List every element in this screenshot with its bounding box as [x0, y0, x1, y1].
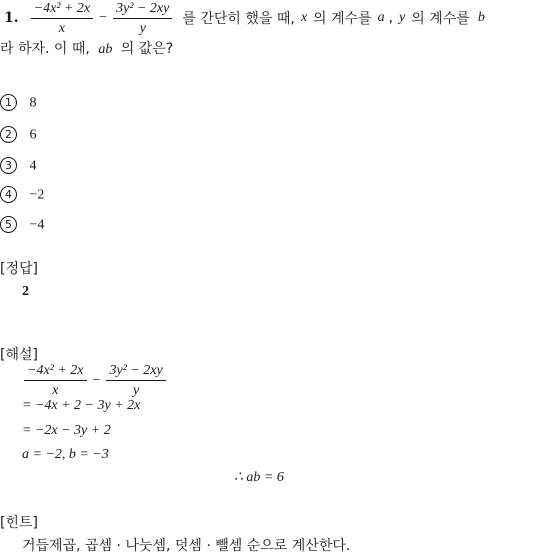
hint-heading: [힌트]	[0, 515, 38, 531]
fraction-a-denominator: x	[58, 20, 65, 36]
fraction-a-numerator: −4x² + 2x	[31, 0, 94, 19]
question-text-4: 의 계수를	[411, 11, 470, 27]
hint-text: 거듭제곱, 곱셈 · 나눗셈, 덧셈 · 뺄셈 순으로 계산한다.	[22, 538, 351, 554]
choice-5[interactable]	[0, 216, 44, 234]
question-fraction-b	[113, 0, 172, 37]
fraction-b-numerator: 3y² − 2xy	[113, 0, 172, 19]
question-text-3: ,	[388, 10, 394, 26]
question-line-2	[0, 38, 173, 58]
solution-minus: −	[92, 372, 101, 388]
question-line2-text-1: 라 하자. 이 때,	[0, 41, 90, 57]
minus-sign: −	[99, 10, 108, 25]
choice-5-value: −4	[29, 217, 45, 233]
solution-line-3: = −2x − 3y + 2	[22, 423, 111, 438]
choice-5-marker: 5	[0, 216, 17, 233]
choice-3-marker: 3	[0, 157, 17, 174]
question-line-1	[4, 0, 485, 36]
question-text-2: 의 계수를	[313, 11, 372, 27]
question-fraction-a	[31, 0, 94, 37]
choice-1-marker: 1	[0, 94, 17, 111]
var-b: b	[477, 10, 485, 25]
solution-fraction-2-numerator: 3y² − 2xy	[106, 362, 165, 381]
question-text-1: 를 간단히 했을 때,	[182, 11, 295, 27]
solution-line-1	[22, 362, 168, 399]
choice-1-value: 8	[29, 95, 37, 111]
solution-line-4: a = −2, b = −3	[22, 447, 109, 462]
choice-2-value: 6	[29, 127, 37, 143]
var-a: a	[377, 10, 385, 25]
choice-2-marker: 2	[0, 126, 17, 143]
choice-4-marker: 4	[0, 186, 17, 203]
solution-fraction-1-numerator: −4x² + 2x	[24, 362, 87, 381]
fraction-b-denominator: y	[139, 20, 146, 36]
choice-4[interactable]	[0, 186, 44, 204]
var-ab: ab	[98, 42, 113, 57]
solution-fraction-1-denominator: x	[52, 383, 59, 398]
choice-4-value: −2	[29, 187, 45, 203]
solution-conclusion: ∴ ab = 6	[234, 470, 284, 485]
var-y: y	[399, 10, 406, 25]
choice-2[interactable]	[0, 126, 36, 144]
var-x: x	[300, 10, 308, 25]
question-number: 1.	[4, 10, 19, 26]
answer-heading: [정답]	[0, 261, 38, 277]
solution-fraction-1	[24, 362, 87, 399]
solution-fraction-2	[106, 362, 165, 399]
choice-3[interactable]	[0, 157, 36, 175]
solution-heading: [해설]	[0, 347, 38, 363]
solution-line-2: = −4x + 2 − 3y + 2x	[22, 398, 141, 413]
choice-1[interactable]	[0, 94, 36, 112]
choice-3-value: 4	[29, 158, 37, 174]
solution-fraction-2-denominator: y	[132, 383, 140, 398]
answer-value: 2	[22, 284, 29, 299]
question-line2-text-2: 의 값은?	[120, 41, 174, 57]
